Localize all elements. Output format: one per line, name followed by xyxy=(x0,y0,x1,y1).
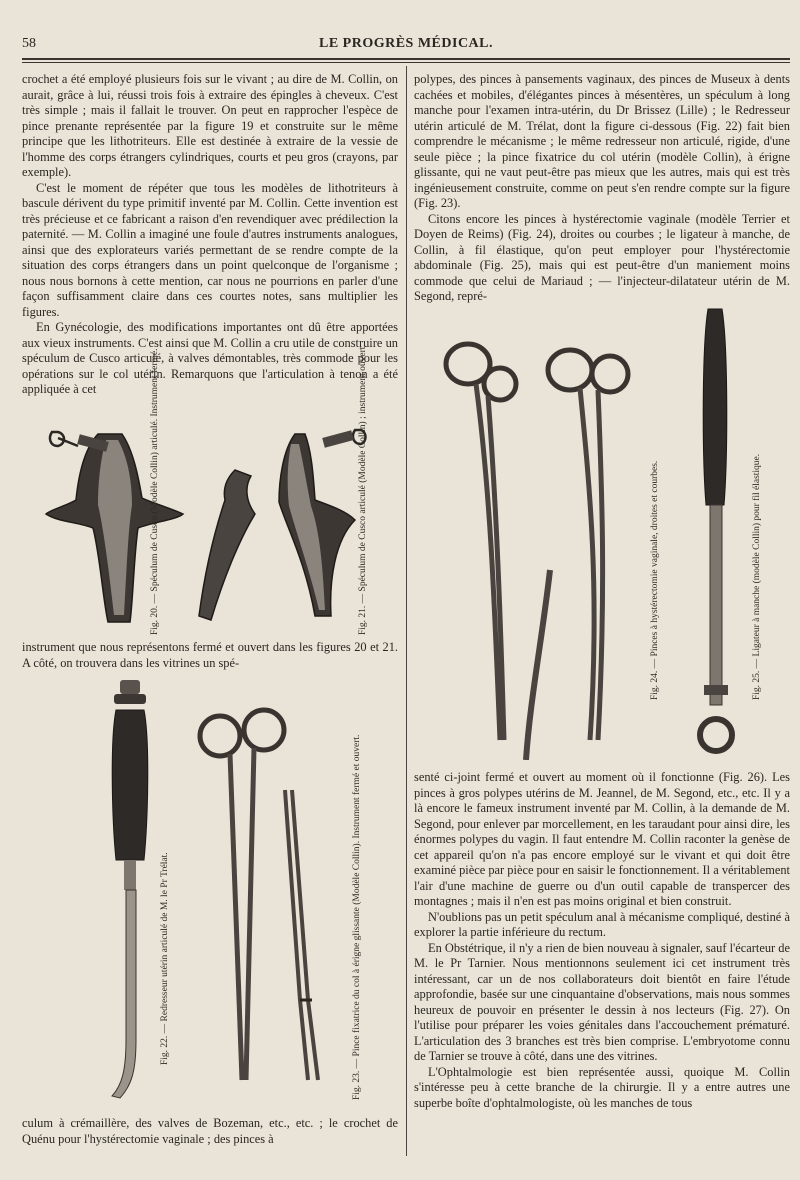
paragraph: polypes, des pinces à pansements vaginaux, des pinces de Museux à dents cachées et mobiles, d'élégantes pinces à mésentères, un spéculum à long manche pour l'examen intra-utérin, du Dr Brissez (Lille) ; le Redresseur utérin articulé de M. Trélat, dont la figure ci-dessous (Fig. 22) fait bien comprendre le mécanisme ; le même redresseur non articulé, rigide, d'une seule pièce ; la pince fixatrice du col utérin (modèle Collin), à érigne glissante, qui ne vaut peut-être pas mieux que les autres, mais qui est très ingénieusement construite, comme on peut s'en rendre compte sur la figure (Fig. 23). xyxy=(414,72,790,210)
figure-21-speculum-open xyxy=(195,410,370,630)
paragraph: En Obstétrique, il n'y a rien de bien nouveau à signaler, sauf l'écarteur de M. le Pr Tarnier. Nous mentionnons seulement ici cet instrument très intéressant, car un de nos collaborateurs doit bientôt en faire l'étude approfondie, basée sur une cinquantaine d'observations, mais nous sommes heureux de pouvoir en présenter le dessin à nos lecteurs (Fig. 27). On l'utilise pour préparer les voies génitales dans l'accouchement prématuré. L'articulation des 3 branches est très bien comprise. L'embryotome connu de Tarnier se trouve à côté, dans une des vitrines. xyxy=(414,940,790,1063)
paragraph: N'oublions pas un petit spéculum anal à mécanisme compliqué, destiné à explorer la partie inférieure du rectum. xyxy=(414,909,790,939)
paragraph: C'est le moment de répéter que tous les modèles de lithotriteurs à bascule dérivent du type primitif inventé par M. Collin. Cette invention est très précieuse et ce fabricant a raison d'en revendiquer avec prédilection la paternité. — M. Collin a imaginé une foule d'autres instruments analogues, ainsi que des explorateurs variés permettant de se rendre compte de la situation des corps étrangers dans un point quelconque de l'organisme ; nous nous bornons à cette mention, car nous ne pourrions en parler d'une façon suffisamment claire dans ces courtes notes, sans multiplier les figures. xyxy=(22,180,398,319)
left-column-mid xyxy=(22,640,398,671)
figure-20-speculum-closed xyxy=(38,410,188,630)
column-divider xyxy=(406,66,407,1156)
paragraph: En Gynécologie, des modifications importantes ont dû être apportées aux vieux instruments. C'est ainsi que M. Collin a cru utile de construire un spéculum de Cusco articulé, à valves démontables, très commode pour les opérations sur le col utérin. Remarquons que l'articulation à tenon a été appliquée à cet xyxy=(22,320,398,396)
journal-title: LE PROGRÈS MÉDICAL. xyxy=(318,36,494,51)
right-column-top xyxy=(414,72,790,305)
running-header xyxy=(22,30,790,58)
figure-23-cervical-forceps xyxy=(190,700,350,1110)
header-rule xyxy=(22,58,790,60)
figure-22-uterine-redresser xyxy=(100,680,160,1100)
left-column-bottom xyxy=(22,1116,398,1147)
right-column-bottom xyxy=(414,770,790,1111)
paragraph: culum à crémaillère, des valves de Bozeman, etc., etc. ; le crochet de Quénu pour l'hystérectomie vaginale ; des pinces à xyxy=(22,1116,398,1146)
paragraph: senté ci-joint fermé et ouvert au moment où il fonctionne (Fig. 26). Les pinces à gros polypes utérins de M. Jeannel, de M. Segond, etc., etc. Il y a là encore le fameux instrument inventé par M. Collin, à la demande de M. Segond, pour enlever par morcellement, en les taraudant pour ainsi dire, les énormes polypes du vagin. Il faut entendre M. Collin raconter la genèse de cet appareil qu'on n'a pas encore employé sur le vivant et qui doit être examiné pièce par pièce pour en saisir le fonctionnement. Il a véritablement l'air d'une machine de guerre ou d'un outil capable de transpercer des montagnes ; mais il n'en est pas moins original et bien construit. xyxy=(414,770,790,908)
figure-22-caption: Fig. 22. — Redresseur utérin articulé de M. le Pr Trélat. xyxy=(160,852,170,1065)
header-rule-thin xyxy=(22,62,790,63)
page-number: 58 xyxy=(22,36,36,51)
paragraph: instrument que nous représentons fermé et ouvert dans les figures 20 et 21. A côté, on trouvera dans les vitrines un spé- xyxy=(22,640,398,670)
figure-20-caption: Fig. 20. — Spéculum de Cusco (Modèle Collin) articulé. Instrument fermé. xyxy=(150,348,160,635)
figure-25-ligator xyxy=(690,305,750,765)
figure-21-caption: Fig. 21. — Spéculum de Cusco articulé (Modèle Collin) ; instrument ouvert. xyxy=(358,344,368,635)
figure-25-caption: Fig. 25. — Ligateur à manche (modèle Collin) pour fil élastique. xyxy=(752,453,762,700)
figure-24-hysterectomy-forceps xyxy=(430,340,650,760)
left-column-top xyxy=(22,72,398,398)
figure-24-caption: Fig. 24. — Pinces à hystérectomie vaginale, droites et courbes. xyxy=(650,460,660,700)
paragraph: L'Ophtalmologie est bien représentée aussi, quoique M. Collin s'intéresse peu à cette branche de la chirurgie. Il y a entre autres une superbe boîte d'ophtalmologiste, où les manches de tous xyxy=(414,1064,790,1110)
paragraph: Citons encore les pinces à hystérectomie vaginale (modèle Terrier et Doyen de Reims) (Fig. 24), droites ou courbes ; le ligateur à manche, de Collin, à fil élastique, qu'on peut employer pour l'hystérectomie abdominale (Fig. 25), mais qui est peut-être d'un maniement moins commode que celui de Mariaud ; — l'injecteur-dilatateur utérin de M. Segond, repré- xyxy=(414,211,790,303)
figure-23-caption: Fig. 23. — Pince fixatrice du col à érigne glissante (Modèle Collin). Instrument fermé et ouvert. xyxy=(352,734,362,1100)
paragraph: crochet a été employé plusieurs fois sur le vivant ; au dire de M. Collin, on aurait, grâce à lui, réussi trois fois à extraire des épingles à cheveux. C'est très simple ; mais il fallait le trouver. On peut en rapprocher l'espèce de pince prenante représentée par la figure 19 et construite sur le même principe que les lithotriteurs. Elle est destinée à extraire de la vessie de l'homme des corps étrangers cylindriques, courts et peu gros (crayons, par exemple). xyxy=(22,72,398,179)
